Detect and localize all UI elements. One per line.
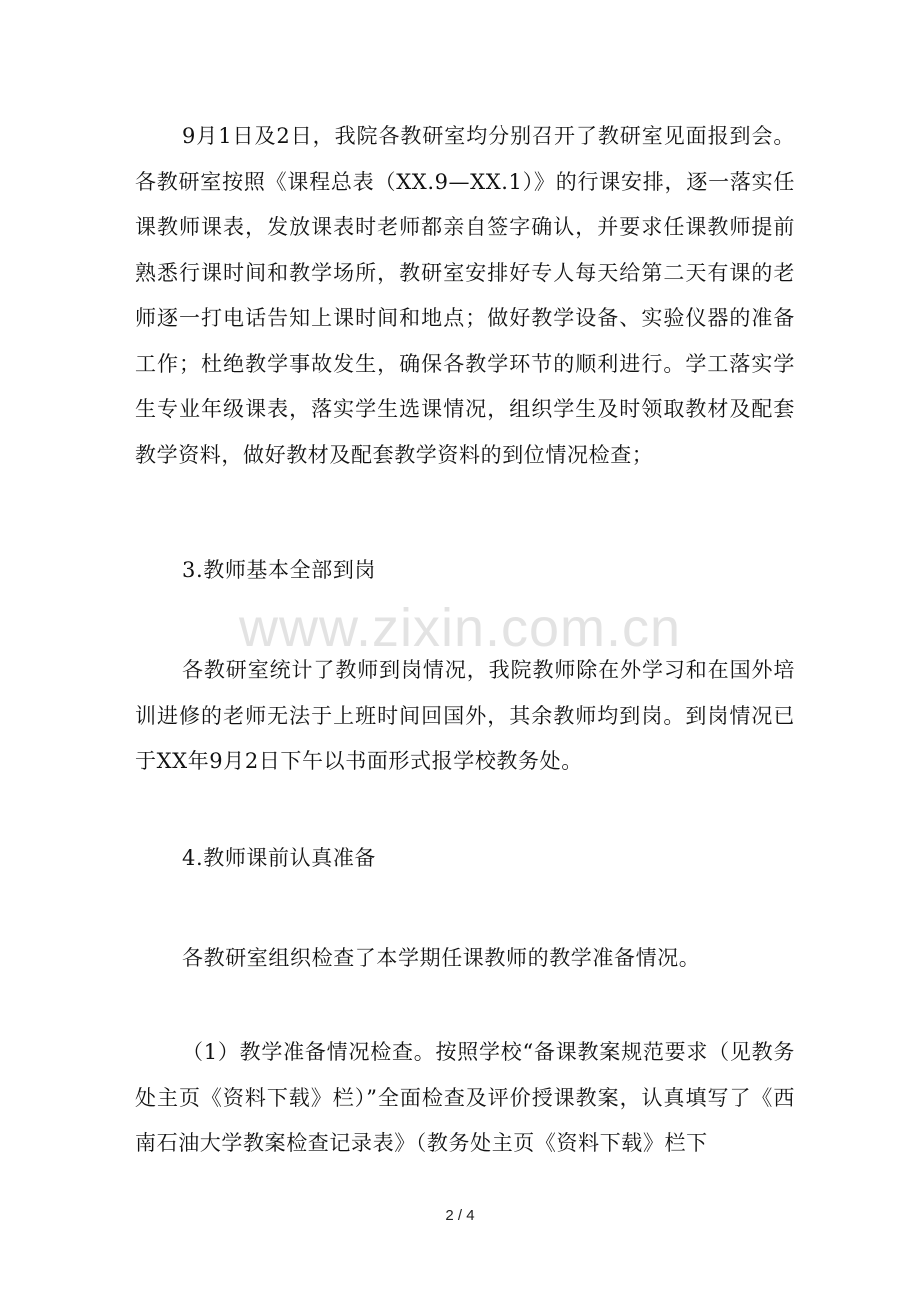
paragraph-registration: 9月1日及2日，我院各教研室均分别召开了教研室见面报到会。各教研室按照《课程总表（XX.9—XX.1）》的行课安排，逐一落实任课教师课表，发放课表时老师都亲自签字确认，并要求任课教师提前熟悉行课时间和教学场所，教研室安排好专人每天给第二天有课的老师逐一打电话告知上课时间和地点；做好教学设备、实验仪器的准备工作；杜绝教学事故发生，确保各教学环节的顺利进行。学工落实学生专业年级课表，落实学生选课情况，组织学生及时领取教材及配套教学资料，做好教材及配套教学资料的到位情况检查； bbox=[135, 124, 795, 467]
page-number: 2 / 4 bbox=[445, 1207, 475, 1224]
paragraph-lesson-plan-check: （1）教学准备情况检查。按照学校“备课教案规范要求（见教务处主页《资料下载》栏）”全面检查及评价授课教案，认真填写了《西南石油大学教案检查记录表》（教务处主页《资料下载》栏下 bbox=[135, 1040, 795, 1155]
paragraph-preparation-check: 各教研室组织检查了本学期任课教师的教学准备情况。 bbox=[182, 946, 701, 970]
section-heading-4: 4.教师课前认真准备 bbox=[182, 846, 377, 870]
section-heading-3: 3.教师基本全部到岗 bbox=[182, 558, 377, 582]
watermark: www.zixin.com.cn bbox=[238, 598, 682, 658]
paragraph-attendance: 各教研室统计了教师到岗情况，我院教师除在外学习和在国外培训进修的老师无法于上班时间回国外，其余教师均到岗。到岗情况已于XX年9月2日下午以书面形式报学校教务处。 bbox=[135, 658, 795, 773]
